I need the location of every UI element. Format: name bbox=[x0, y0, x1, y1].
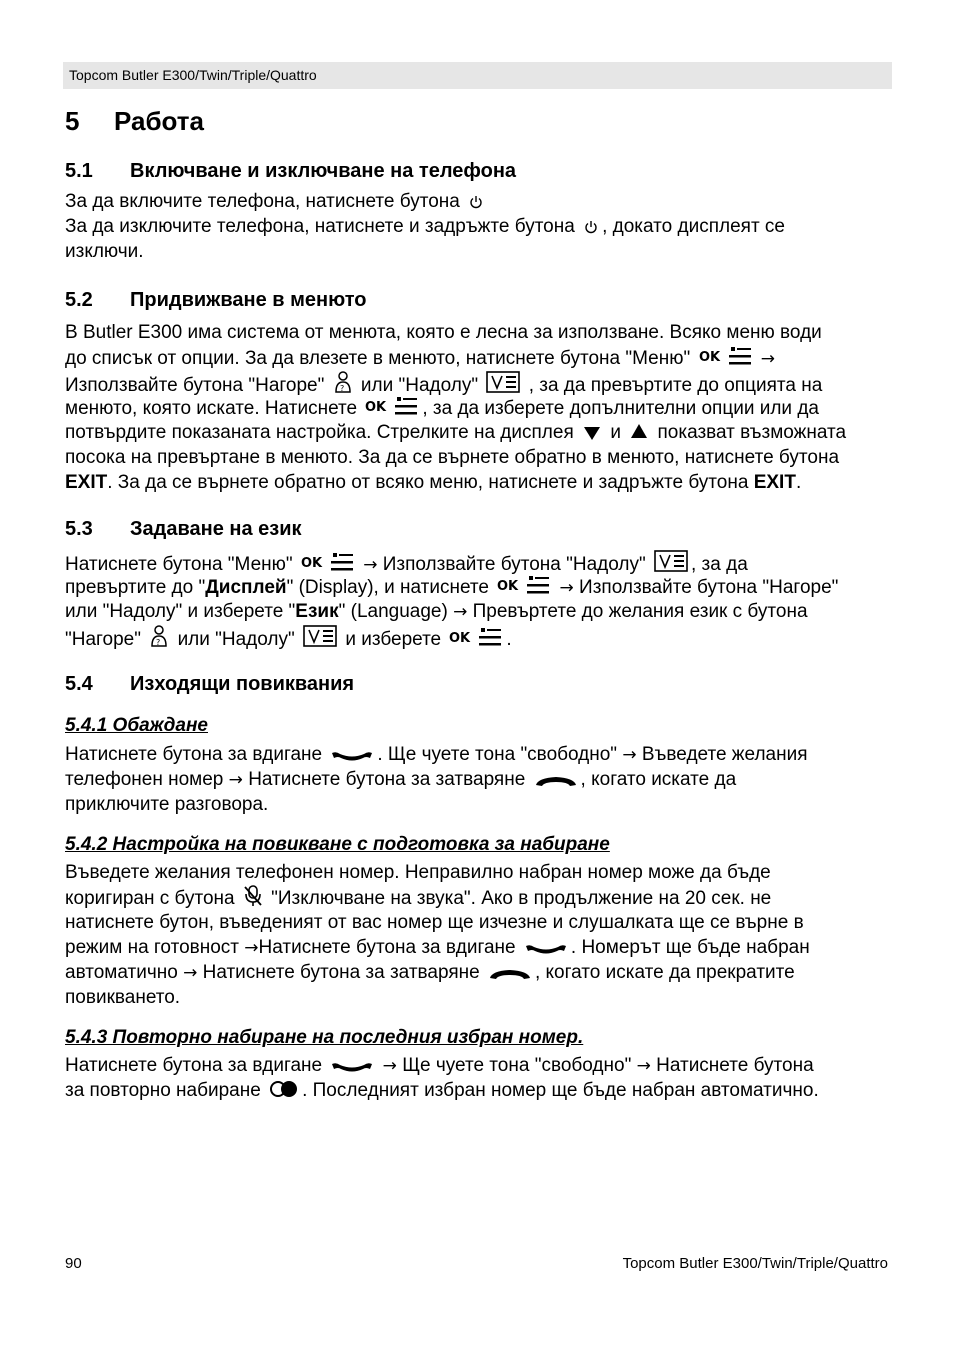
ok-menu-icon bbox=[449, 626, 503, 648]
paragraph-line bbox=[65, 767, 736, 793]
text: Натиснете бутона "Меню" bbox=[65, 554, 293, 575]
text: Натиснете бутона за вдигане bbox=[258, 937, 516, 958]
down-icon bbox=[486, 370, 520, 394]
text: показват възможната bbox=[657, 422, 847, 443]
svg-text:OK: OK bbox=[300, 556, 323, 571]
text: приключите разговора. bbox=[65, 794, 269, 815]
section-title: Задаване на език bbox=[130, 518, 302, 540]
text: Превъртете до желания език с бутона bbox=[472, 601, 808, 622]
paragraph-line bbox=[65, 985, 180, 1010]
section-5-4-heading bbox=[65, 672, 354, 697]
arrow-up-triangle-icon bbox=[629, 423, 649, 441]
paragraph-line bbox=[65, 960, 795, 986]
paragraph-line bbox=[65, 214, 785, 239]
text: изключи. bbox=[65, 241, 144, 262]
page-number: 90 bbox=[65, 1255, 82, 1272]
paragraph-line bbox=[65, 370, 822, 398]
text: Използвайте бутона "Нагоре" bbox=[579, 577, 839, 598]
arrow-icon: → bbox=[183, 963, 198, 983]
up-icon bbox=[333, 370, 353, 394]
running-header bbox=[63, 62, 892, 89]
onhook-icon bbox=[488, 967, 532, 981]
text: , за да превъртите до опцията на bbox=[528, 375, 823, 396]
paragraph-line bbox=[65, 860, 771, 885]
paragraph-line bbox=[65, 345, 775, 372]
section-number: 5.4 bbox=[65, 673, 93, 695]
text: , докато дисплеят се bbox=[602, 216, 785, 237]
ok-menu-icon bbox=[497, 574, 551, 596]
offhook-icon bbox=[330, 1060, 374, 1074]
ok-menu-icon bbox=[699, 345, 753, 367]
section-5-1-heading bbox=[65, 159, 516, 184]
text: или "Надолу" и изберете " bbox=[65, 601, 296, 622]
offhook-icon bbox=[330, 749, 374, 763]
svg-text:OK: OK bbox=[449, 631, 471, 646]
section-number: 5.1 bbox=[65, 160, 93, 182]
arrow-icon: → bbox=[622, 745, 637, 765]
svg-text:OK: OK bbox=[497, 579, 519, 594]
language-label: Език bbox=[295, 601, 339, 622]
arrow-icon: → bbox=[382, 1056, 397, 1076]
down-icon bbox=[654, 549, 688, 573]
text: . Ще чуете тона "свободно" bbox=[377, 744, 618, 765]
text: Използвайте бутона "Нагоре" bbox=[65, 375, 325, 396]
text: За да изключите телефона, натиснете и задръжте бутона bbox=[65, 216, 575, 237]
text: посока на превъртане в менюто. За да се върнете обратно в менюто, натиснете бутона bbox=[65, 447, 840, 468]
chapter-title bbox=[65, 104, 204, 138]
mute-icon bbox=[243, 885, 263, 907]
arrow-icon: → bbox=[559, 578, 574, 598]
section-5-2-heading bbox=[65, 288, 366, 313]
ok-menu-icon bbox=[365, 395, 419, 417]
paragraph-line bbox=[65, 189, 487, 214]
arrow-icon: → bbox=[453, 602, 468, 622]
text: " (Display), и натиснете bbox=[286, 577, 489, 598]
running-footer: Topcom Butler E300/Twin/Triple/Quattro bbox=[622, 1255, 888, 1272]
power-icon bbox=[468, 194, 484, 210]
arrow-icon: → bbox=[760, 349, 776, 369]
text: за повторно набиране bbox=[65, 1080, 261, 1101]
text: коригиран с бутона bbox=[65, 888, 235, 909]
svg-text:OK: OK bbox=[698, 350, 720, 365]
chapter-number: 5 bbox=[65, 106, 80, 136]
paragraph-line bbox=[65, 445, 839, 470]
paragraph-line bbox=[65, 885, 771, 911]
text: , за да изберете допълнителни опции или да bbox=[422, 398, 819, 419]
text: телефонен номер bbox=[65, 769, 224, 790]
text: . За да се върнете обратно от всяко меню, натиснете и задръжте бутона bbox=[107, 472, 749, 493]
text: Използвайте бутона "Надолу" bbox=[382, 554, 646, 575]
chapter-title-text: Работа bbox=[114, 106, 204, 136]
paragraph-line bbox=[65, 910, 804, 935]
section-title: Изходящи повиквания bbox=[130, 673, 355, 695]
exit-label: EXIT bbox=[753, 472, 796, 493]
text: Натиснете бутона за вдигане bbox=[65, 1055, 323, 1076]
text: За да включите телефона, натиснете бутона bbox=[65, 191, 460, 212]
text: Въведете желания bbox=[641, 744, 808, 765]
paragraph-line bbox=[65, 792, 268, 817]
text: превъртите до " bbox=[65, 577, 206, 598]
section-number: 5.2 bbox=[65, 289, 93, 311]
svg-text:OK: OK bbox=[365, 400, 387, 415]
running-header-text: Topcom Butler E300/Twin/Triple/Quattro bbox=[69, 67, 317, 83]
svg-text:?: ? bbox=[339, 384, 344, 393]
text: Натиснете бутона за затваряне bbox=[202, 962, 480, 983]
text: Натиснете бутона bbox=[656, 1055, 814, 1076]
power-icon bbox=[583, 219, 599, 235]
arrow-icon: → bbox=[363, 555, 378, 575]
text: натиснете бутон, въведеният от вас номер ще изчезне и слушалката ще се върне в bbox=[65, 912, 804, 933]
paragraph-line bbox=[65, 239, 144, 264]
text: "Нагоре" bbox=[65, 629, 141, 650]
text: и изберете bbox=[345, 629, 442, 650]
up-icon bbox=[149, 624, 169, 648]
text: , за да bbox=[691, 554, 748, 575]
text: до списък от опции. За да влезете в менюто, натиснете бутона "Меню" bbox=[65, 348, 691, 369]
text: "Изключване на звука". Ако в продължение на 20 сек. не bbox=[271, 888, 772, 909]
paragraph-line bbox=[65, 574, 838, 601]
text: потвърдите показаната настройка. Стрелките на дисплея bbox=[65, 422, 574, 443]
subsection-5-4-3-heading: 5.4.3 Повторно набиране на последния избран номер. bbox=[65, 1027, 584, 1048]
text: и bbox=[610, 422, 621, 443]
display-label: Дисплей bbox=[205, 577, 287, 598]
paragraph-line bbox=[65, 395, 819, 421]
arrow-icon: → bbox=[636, 1056, 651, 1076]
text: . Последният избран номер ще бъде набран автоматично. bbox=[302, 1080, 819, 1101]
text: . bbox=[795, 472, 802, 493]
paragraph-line bbox=[65, 1053, 814, 1079]
text: режим на готовност bbox=[65, 937, 239, 958]
text: " (Language) bbox=[338, 601, 448, 622]
section-5-3-heading bbox=[65, 517, 302, 542]
text: повикването. bbox=[65, 987, 181, 1008]
onhook-icon bbox=[534, 774, 578, 788]
text: Натиснете бутона за затваряне bbox=[248, 769, 526, 790]
text: или "Надолу" bbox=[360, 375, 479, 396]
paragraph-line bbox=[65, 742, 808, 768]
down-icon bbox=[303, 624, 337, 648]
text: или "Надолу" bbox=[177, 629, 295, 650]
text: . bbox=[506, 629, 512, 650]
subsection-5-4-2-heading: 5.4.2 Настройка на повикване с подготовка за набиране bbox=[65, 834, 610, 855]
text: менюто, която искате. Натиснете bbox=[65, 398, 358, 419]
text: , когато искате да bbox=[580, 769, 737, 790]
ok-menu-icon bbox=[301, 551, 355, 573]
paragraph-line bbox=[65, 420, 846, 445]
text: автоматично bbox=[65, 962, 178, 983]
paragraph-line bbox=[65, 470, 801, 495]
redial-icon bbox=[269, 1079, 299, 1099]
section-title: Включване и изключване на телефона bbox=[130, 160, 517, 182]
subsection-5-4-1-heading: 5.4.1 Обаждане bbox=[65, 715, 208, 736]
arrow-icon: → bbox=[244, 938, 259, 958]
paragraph-line bbox=[65, 935, 810, 961]
paragraph-line bbox=[65, 320, 822, 345]
text: В Butler E300 има система от менюта, която е лесна за използване. Всяко меню води bbox=[65, 322, 822, 343]
text: Ще чуете тона "свободно" bbox=[402, 1055, 632, 1076]
text: Натиснете бутона за вдигане bbox=[65, 744, 323, 765]
section-title: Придвижване в менюто bbox=[130, 289, 367, 311]
arrow-icon: → bbox=[228, 770, 243, 790]
paragraph-line bbox=[65, 624, 512, 652]
svg-text:?: ? bbox=[156, 638, 161, 647]
section-number: 5.3 bbox=[65, 518, 93, 540]
paragraph-line bbox=[65, 599, 808, 625]
exit-label: EXIT bbox=[65, 472, 108, 493]
text: , когато искате да прекратите bbox=[534, 962, 795, 983]
text: . Номерът ще бъде набран bbox=[570, 937, 810, 958]
offhook-icon bbox=[524, 942, 568, 956]
paragraph-line bbox=[65, 1078, 819, 1103]
arrow-down-triangle-icon bbox=[582, 423, 602, 441]
text: Въведете желания телефонен номер. Неправилно набран номер може да бъде bbox=[65, 862, 771, 883]
